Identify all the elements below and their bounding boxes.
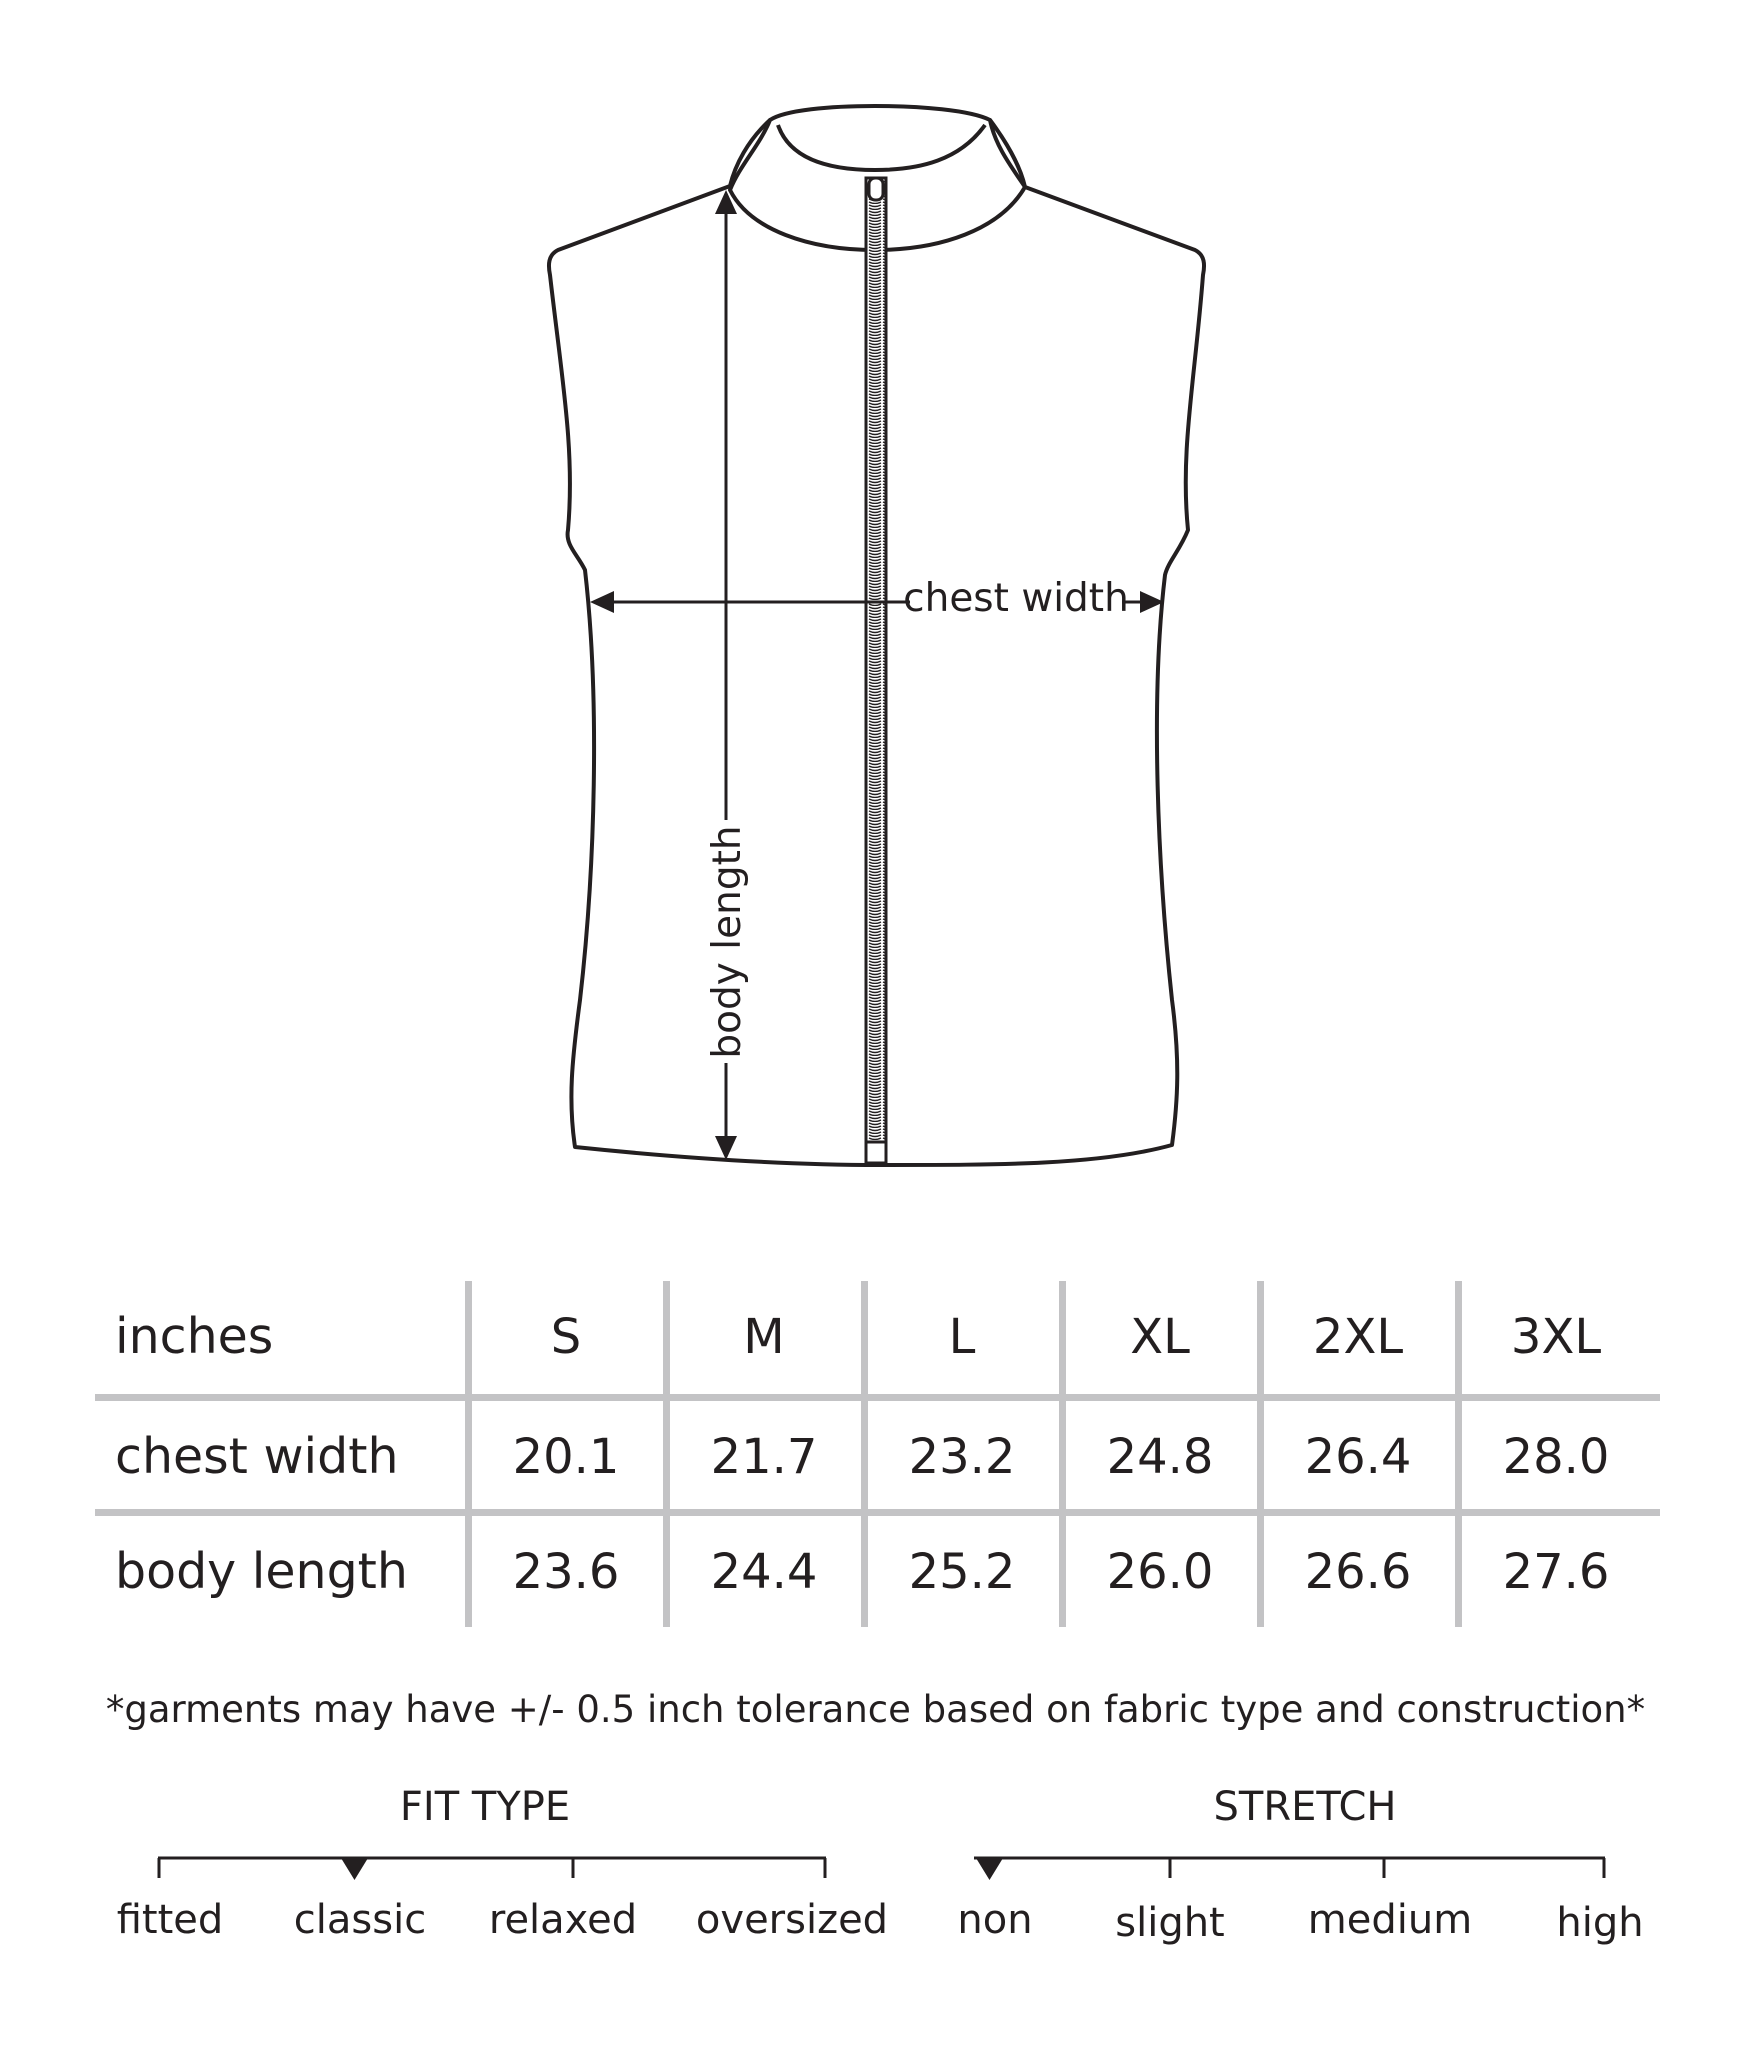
table-divider (95, 1394, 1660, 1401)
table-cell: 26.6 (1304, 1544, 1412, 1600)
table-header-row (95, 1281, 1660, 1393)
table-cell: 23.2 (908, 1429, 1016, 1485)
table-cell: 23.6 (512, 1544, 620, 1600)
table-column-divider (1455, 1281, 1462, 1627)
table-divider (95, 1509, 1660, 1516)
stretch-option-medium: medium (1307, 1897, 1473, 1943)
table-cell: 26.4 (1304, 1429, 1412, 1485)
row-label-body-length: body length (115, 1543, 408, 1600)
table-column-divider (861, 1281, 868, 1627)
table-cell: 28.0 (1502, 1429, 1610, 1485)
table-column-divider (1257, 1281, 1264, 1627)
table-cell: 27.6 (1502, 1544, 1610, 1600)
body-length-label: body length (705, 825, 750, 1059)
fit-type-option-oversized: oversized (695, 1897, 889, 1943)
row-label-chest-width: chest width (115, 1428, 399, 1485)
table-cell: 25.2 (908, 1544, 1016, 1600)
table-cell: 24.8 (1106, 1429, 1214, 1485)
size-header-s: S (550, 1309, 582, 1365)
table-row (95, 1401, 1660, 1513)
stretch-option-non: non (957, 1897, 1033, 1943)
table-row (95, 1516, 1660, 1628)
size-header-l: L (948, 1309, 976, 1365)
table-cell: 21.7 (710, 1429, 818, 1485)
size-header-xl: XL (1130, 1309, 1190, 1365)
size-header-m: M (743, 1309, 785, 1365)
table-column-divider (465, 1281, 472, 1627)
table-column-divider (663, 1281, 670, 1627)
scale-rails (0, 1840, 1751, 1890)
stretch-option-high: high (1556, 1900, 1644, 1946)
stretch-option-slight: slight (1115, 1900, 1225, 1946)
fit-type-option-classic: classic (293, 1897, 427, 1943)
stretch-title: STRETCH (1213, 1784, 1397, 1830)
table-column-divider (1059, 1281, 1066, 1627)
tolerance-note: *garments may have +/- 0.5 inch tolerance based on fabric type and construction* (105, 1688, 1646, 1731)
size-header-3xl: 3XL (1510, 1309, 1602, 1365)
zipper-tape (866, 178, 886, 1163)
fit-type-selected-marker (341, 1858, 368, 1880)
table-cell: 20.1 (512, 1429, 620, 1485)
unit-label: inches (115, 1308, 274, 1365)
chest-width-label: chest width (903, 576, 1129, 621)
table-cell: 26.0 (1106, 1544, 1214, 1600)
fit-type-title: FIT TYPE (399, 1784, 571, 1830)
zipper-pull (869, 178, 883, 200)
size-table (95, 1281, 1660, 1627)
stretch-selected-marker (976, 1858, 1003, 1880)
size-header-2xl: 2XL (1312, 1309, 1404, 1365)
fit-type-option-relaxed: relaxed (488, 1897, 638, 1943)
fit-type-option-fitted: fitted (116, 1897, 224, 1943)
table-cell: 24.4 (710, 1544, 818, 1600)
zipper-stop (866, 1142, 886, 1163)
